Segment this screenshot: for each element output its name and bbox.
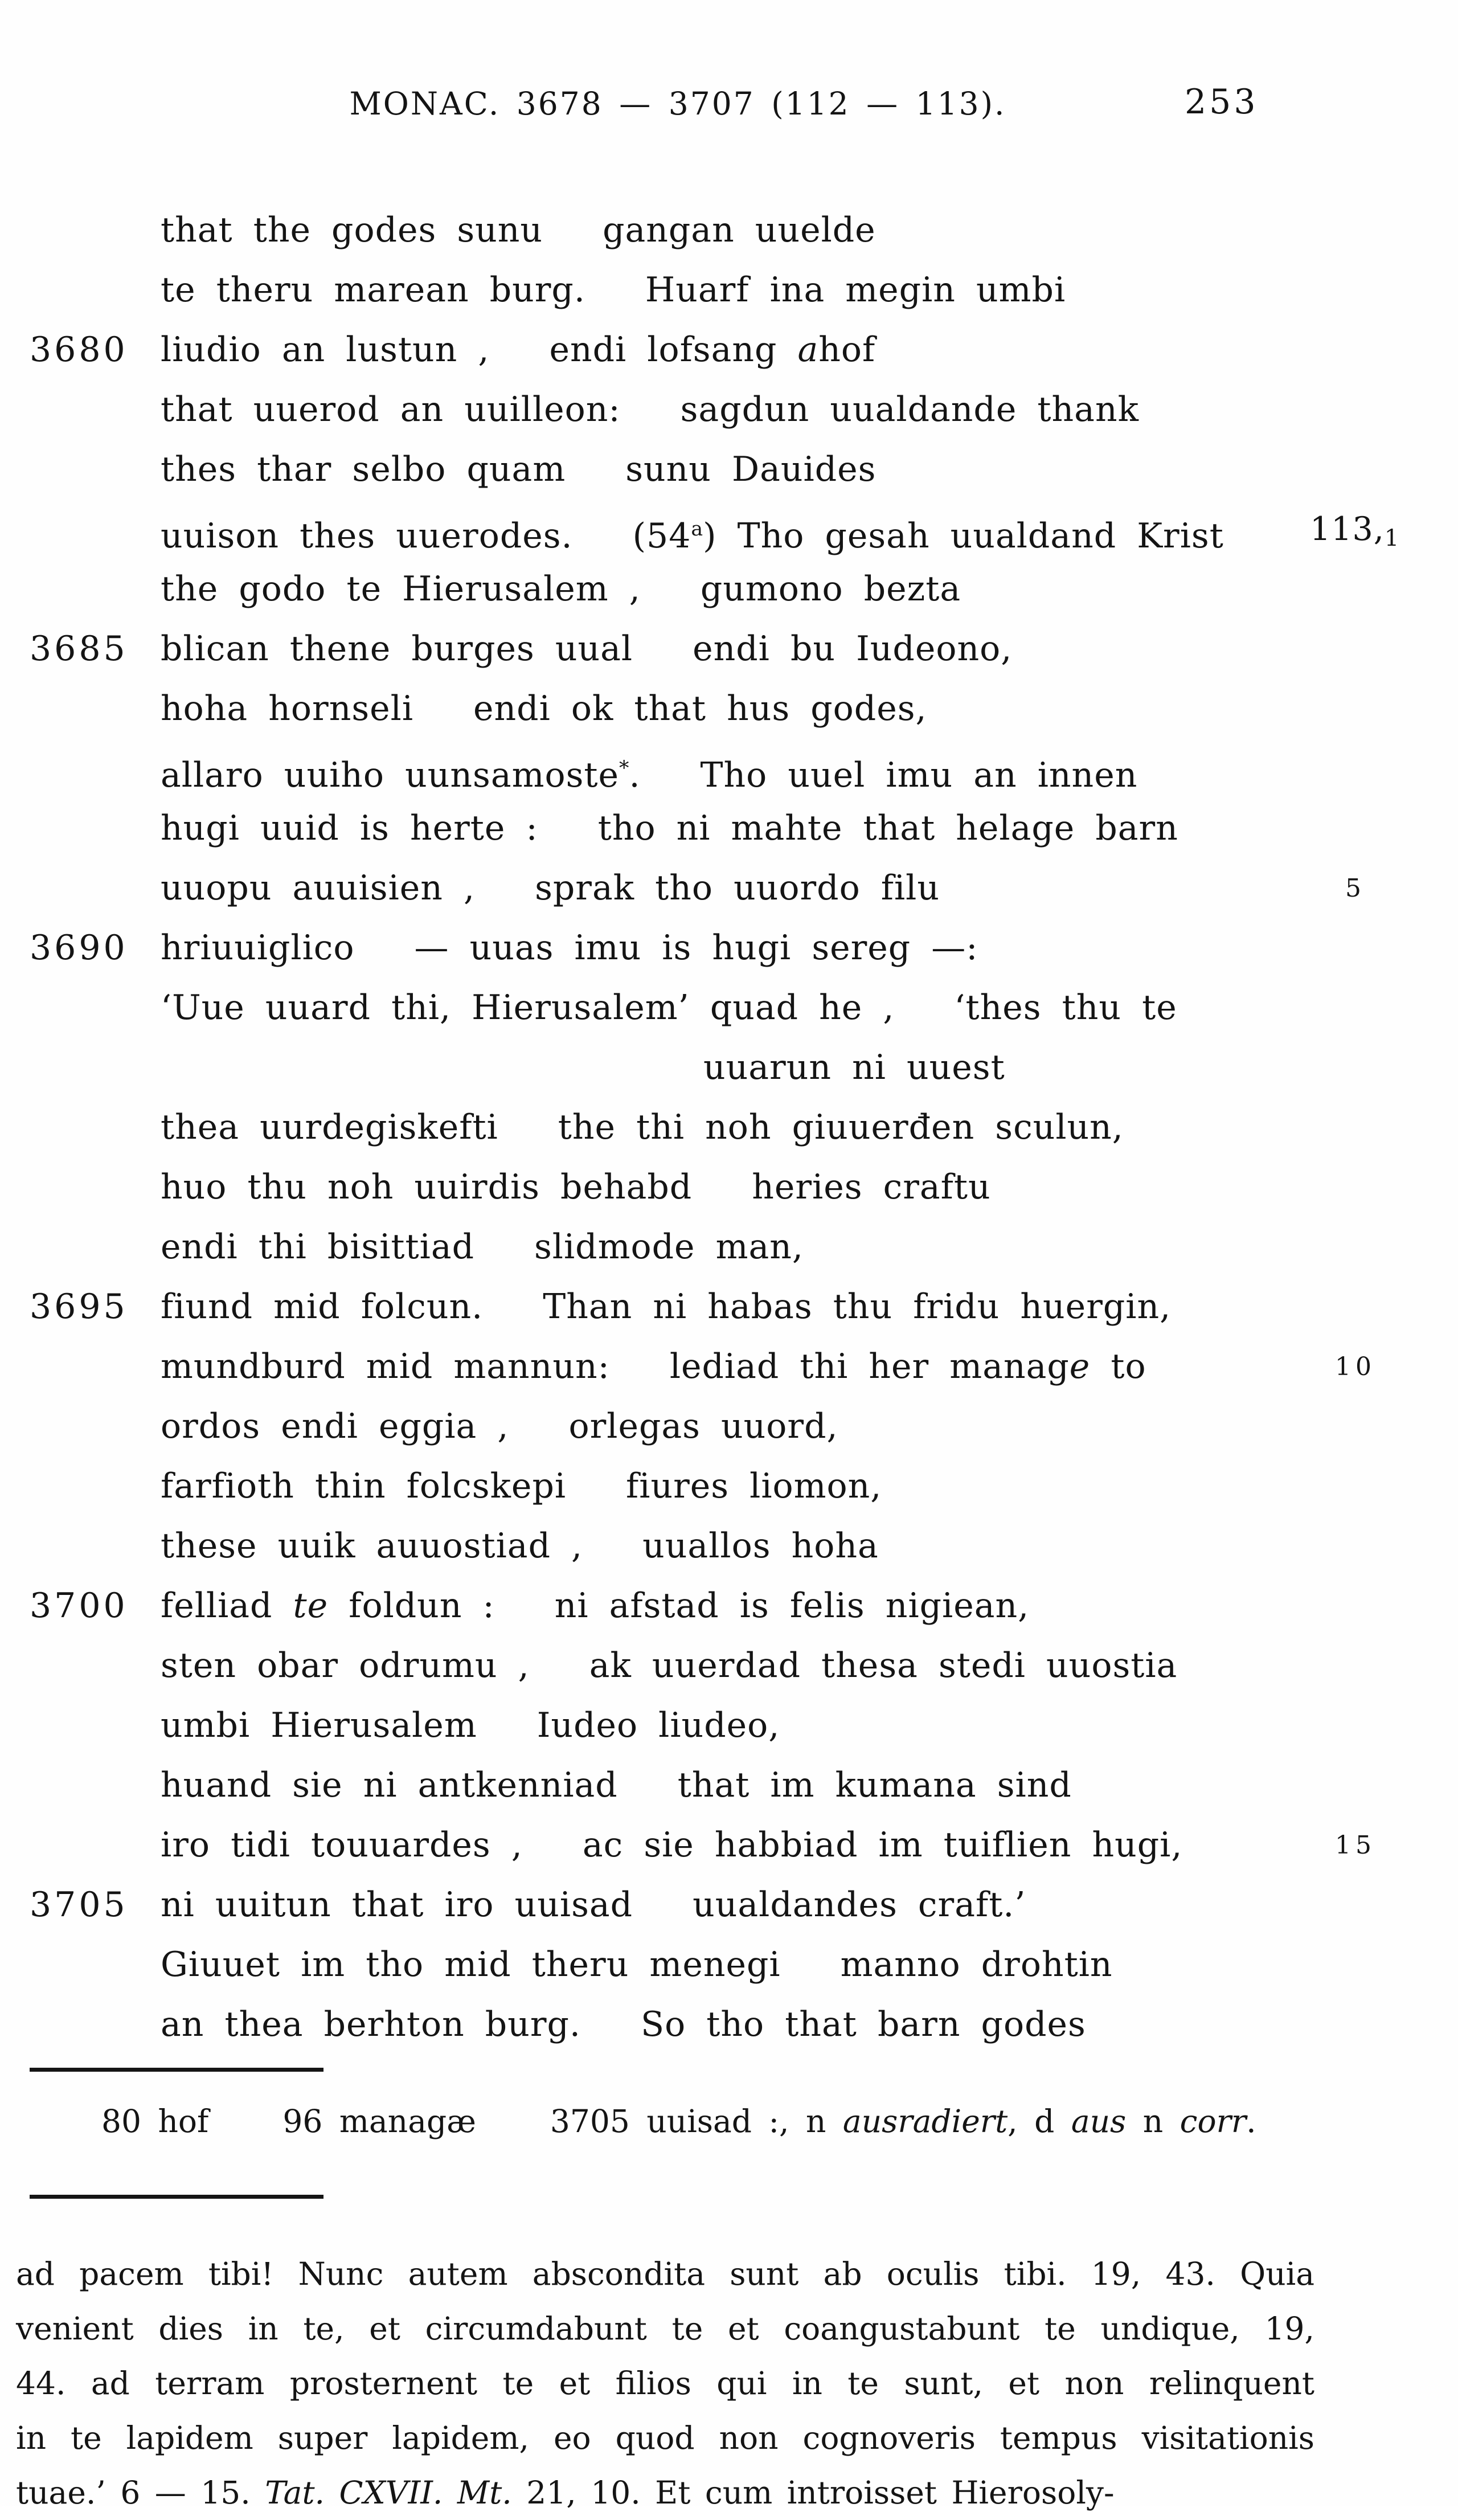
text-segment: uuopu auuisien , xyxy=(161,868,476,908)
text-segment: ak uuerdad thesa stedi uuostia xyxy=(589,1646,1178,1686)
text-segment: ni afstad is felis nigiean, xyxy=(554,1586,1030,1626)
poem-line xyxy=(0,380,1458,440)
verse-line-number: 3705 xyxy=(30,1885,128,1925)
text-segment: gumono bezta xyxy=(700,569,961,609)
verse-text xyxy=(161,1636,1177,1696)
margin-citation xyxy=(1310,858,1401,918)
text-segment: that uuerod an uuilleon: xyxy=(161,390,621,429)
verse-text xyxy=(161,260,1066,320)
margin-citation xyxy=(1310,1815,1401,1875)
text-segment: 15 xyxy=(1335,1831,1376,1860)
text-segment: endi ok that hus godes, xyxy=(473,689,927,729)
verse-text xyxy=(161,1815,1182,1875)
text-segment: sprak tho uuordo filu xyxy=(535,868,940,908)
verse-text xyxy=(161,1337,1146,1397)
text-segment: lediad thi her manag xyxy=(669,1347,1070,1386)
poem-line xyxy=(0,1875,1458,1935)
italic-segment: e xyxy=(1069,1347,1091,1386)
text-segment: liudio an lustun , xyxy=(161,330,490,370)
poem-line xyxy=(0,679,1458,739)
poem-line xyxy=(0,201,1458,260)
verse-text xyxy=(161,858,940,918)
italic-segment: aus xyxy=(1071,2103,1127,2139)
text-segment: gangan uuelde xyxy=(603,210,876,250)
text-segment: felliad xyxy=(161,1586,293,1626)
text-segment: to xyxy=(1090,1347,1146,1386)
text-segment: the thi noh giuuerđen sculun, xyxy=(558,1107,1124,1147)
text-segment: manno drohtin xyxy=(840,1945,1113,1985)
text-segment: sunu Dauides xyxy=(625,449,877,489)
text-segment: slidmode man, xyxy=(534,1227,804,1267)
text-segment: mundburd mid mannun: xyxy=(161,1347,610,1386)
text-segment: tuae.’ 6 — 15. xyxy=(16,2474,265,2511)
text-segment: ordos endi eggia , xyxy=(161,1406,509,1446)
text-segment: huand sie ni antkenniad xyxy=(161,1765,618,1805)
text-segment: in te lapidem super lapidem, eo quod non cognoveris tempus visitationis xyxy=(16,2420,1314,2456)
text-segment xyxy=(443,2474,457,2511)
verse-text xyxy=(161,1157,991,1217)
poem-line xyxy=(0,1516,1458,1576)
text-segment: . xyxy=(1246,2103,1256,2139)
italic-segment: corr xyxy=(1179,2103,1247,2139)
text-segment: Than ni habas thu fridu huergin, xyxy=(543,1287,1172,1327)
italic-segment: Tat. CXVII. xyxy=(265,2474,443,2511)
verse-text xyxy=(161,320,875,380)
text-segment: fiund mid folcun. xyxy=(161,1287,484,1327)
poem-line xyxy=(0,858,1458,918)
italic-segment: te xyxy=(293,1586,329,1626)
verse-text xyxy=(161,1696,780,1756)
verse-text xyxy=(161,619,1012,679)
poem-line xyxy=(0,1756,1458,1815)
verse-text xyxy=(161,1935,1113,1995)
poem-line xyxy=(0,1576,1458,1636)
footnote-line xyxy=(16,2301,1314,2356)
text-segment: n xyxy=(1126,2103,1180,2139)
text-segment: that im kumana sind xyxy=(677,1765,1072,1805)
poem-line xyxy=(0,799,1458,858)
verse-line-number: 3700 xyxy=(30,1586,128,1626)
verse-line-number: 3680 xyxy=(30,330,128,370)
subscript-segment: 1 xyxy=(1384,525,1399,551)
poem-line xyxy=(0,260,1458,320)
verse-text xyxy=(161,1457,882,1516)
italic-segment: ausradiert xyxy=(842,2103,1008,2139)
text-segment: iro tidi touuardes , xyxy=(161,1825,523,1865)
text-segment: ‘thes thu te xyxy=(954,988,1177,1028)
verse-text xyxy=(161,1098,1124,1157)
poem-line xyxy=(0,500,1458,559)
poem-line xyxy=(0,1157,1458,1217)
text-segment: 80 hof xyxy=(101,2103,209,2139)
separator-rule-bottom xyxy=(30,2195,323,2199)
poem-line xyxy=(0,1696,1458,1756)
verse-text xyxy=(161,1756,1072,1815)
footnote-line xyxy=(16,2411,1314,2465)
verse-text xyxy=(161,978,1177,1038)
verse-text xyxy=(161,201,876,260)
footnote-line xyxy=(16,2465,1314,2520)
text-segment: orlegas uuord, xyxy=(568,1406,838,1446)
verse-line-number: 3695 xyxy=(30,1287,128,1327)
text-segment: ‘Uue uuard thi, Hierusalem’ quad he , xyxy=(161,988,895,1028)
text-segment: 113, xyxy=(1310,510,1385,548)
text-segment: ad pacem tibi! Nunc autem abscondita sunt ab oculis tibi. 19, 43. Quia xyxy=(16,2256,1314,2292)
latin-footnote-block xyxy=(16,2247,1314,2520)
text-segment: 5 xyxy=(1345,874,1366,903)
verse-line-number: 3685 xyxy=(30,629,128,669)
poem-line xyxy=(0,978,1458,1038)
poem-line xyxy=(0,1337,1458,1397)
text-segment: hugi uuid is herte : xyxy=(161,808,538,848)
verse-text xyxy=(161,440,876,500)
text-segment: the godo te Hierusalem , xyxy=(161,569,641,609)
poem-line xyxy=(0,1217,1458,1277)
verse-text xyxy=(161,1277,1171,1337)
verse-line-number: 3690 xyxy=(30,928,128,968)
text-segment: uuarun ni uuest xyxy=(703,1048,1005,1087)
verse-text xyxy=(161,1217,804,1277)
text-segment: blican thene burges uual xyxy=(161,629,633,669)
verse-text xyxy=(161,1516,879,1576)
text-segment: that the godes sunu xyxy=(161,210,543,250)
text-segment: farfioth thin folcskepi xyxy=(161,1466,567,1506)
poem-line xyxy=(0,619,1458,679)
text-segment: huo thu noh uuirdis behabd xyxy=(161,1167,693,1207)
text-segment: 21, 10. Et cum introisset Hierosoly- xyxy=(511,2474,1115,2511)
verse-text xyxy=(161,739,1137,805)
italic-segment: a xyxy=(797,330,819,370)
verse-text xyxy=(703,1038,1005,1098)
italic-segment: Mt. xyxy=(457,2474,512,2511)
text-segment: , d xyxy=(1008,2103,1071,2139)
verse-text xyxy=(161,380,1139,440)
text-segment: hof xyxy=(818,330,876,370)
poem-line xyxy=(0,1397,1458,1457)
poem-line xyxy=(0,1277,1458,1337)
text-segment: Giuuet im tho mid theru menegi xyxy=(161,1945,781,1985)
text-segment: foldun : xyxy=(328,1586,495,1626)
text-segment: te theru marean burg. xyxy=(161,270,585,310)
running-header: MONAC. 3678 — 3707 (112 — 113). xyxy=(349,85,1006,122)
text-segment: 10 xyxy=(1335,1352,1376,1381)
text-segment: an thea berhton burg. xyxy=(161,2004,581,2044)
text-segment: thea uurdegiskefti xyxy=(161,1107,498,1147)
text-segment: sagdun uualdande thank xyxy=(680,390,1139,429)
text-segment: Tho uuel imu an innen xyxy=(700,755,1138,795)
text-segment: Iudeo liudeo, xyxy=(536,1705,780,1745)
text-segment: these uuik auuostiad , xyxy=(161,1526,583,1566)
text-segment: . xyxy=(629,755,641,795)
footnote-line xyxy=(16,2356,1314,2411)
footnote-line xyxy=(16,2247,1314,2301)
poem-line xyxy=(0,1038,1458,1098)
text-segment: uualdandes craft.’ xyxy=(693,1885,1026,1925)
verse-text xyxy=(161,1397,838,1457)
text-segment: heries craftu xyxy=(752,1167,991,1207)
text-segment: Huarf ina megin umbi xyxy=(645,270,1066,310)
critical-apparatus-line xyxy=(101,2092,1256,2151)
text-segment: hriuuiglico xyxy=(161,928,355,968)
superscript-segment: a xyxy=(691,518,703,541)
text-segment: hoha hornseli xyxy=(161,689,414,729)
margin-citation xyxy=(1310,1337,1401,1397)
verse-text xyxy=(161,1875,1026,1935)
text-segment: 44. ad terram prosternent te et filios qui in te sunt, et non relinquent xyxy=(16,2365,1314,2402)
text-segment: uuallos hoha xyxy=(642,1526,879,1566)
poem-line xyxy=(0,1457,1458,1516)
verse-text xyxy=(161,1995,1086,2055)
margin-citation xyxy=(1310,500,1401,568)
poem-line xyxy=(0,918,1458,978)
poem-line xyxy=(0,739,1458,799)
verse-text xyxy=(161,559,961,619)
text-segment: uuison thes uuerodes. xyxy=(161,516,573,556)
text-segment: endi thi bisittiad xyxy=(161,1227,475,1267)
text-segment: thes thar selbo quam xyxy=(161,449,566,489)
verse-text xyxy=(161,1576,1029,1636)
poem-line xyxy=(0,559,1458,619)
poem-line xyxy=(0,1636,1458,1696)
text-segment: allaro uuiho uunsamoste xyxy=(161,755,620,795)
text-segment: — uuas imu is hugi sereg —: xyxy=(414,928,978,968)
text-segment: tho ni mahte that helage barn xyxy=(597,808,1178,848)
page-number: 253 xyxy=(1185,82,1259,122)
superscript-segment: * xyxy=(619,757,629,780)
poem-line xyxy=(0,1098,1458,1157)
poem-line xyxy=(0,1935,1458,1995)
text-segment: ni uuitun that iro uuisad xyxy=(161,1885,633,1925)
text-segment: ac sie habbiad im tuiflien hugi, xyxy=(582,1825,1183,1865)
text-segment: endi lofsang xyxy=(549,330,798,370)
text-segment: endi bu Iudeono, xyxy=(693,629,1013,669)
verse-text xyxy=(161,918,978,978)
text-segment: umbi Hierusalem xyxy=(161,1705,477,1745)
poem-line xyxy=(0,1815,1458,1875)
text-segment: So tho that barn godes xyxy=(641,2004,1086,2044)
text-segment: (54 xyxy=(632,516,691,556)
verse-text xyxy=(161,679,927,739)
text-segment: 96 managæ xyxy=(282,2103,476,2139)
poem-text-block xyxy=(0,201,1458,2055)
poem-line xyxy=(0,320,1458,380)
separator-rule-top xyxy=(30,2068,323,2072)
verse-text xyxy=(161,799,1178,858)
verse-text xyxy=(161,500,1224,566)
text-segment: ) Tho gesah uualdand Krist xyxy=(703,516,1224,556)
poem-line xyxy=(0,440,1458,500)
text-segment: sten obar odrumu , xyxy=(161,1646,530,1686)
text-segment: 3705 uuisad :, n xyxy=(550,2103,843,2139)
poem-line xyxy=(0,1995,1458,2055)
text-segment: venient dies in te, et circumdabunt te et coangustabunt te undique, 19, xyxy=(16,2310,1314,2347)
text-segment: fiures liomon, xyxy=(626,1466,882,1506)
